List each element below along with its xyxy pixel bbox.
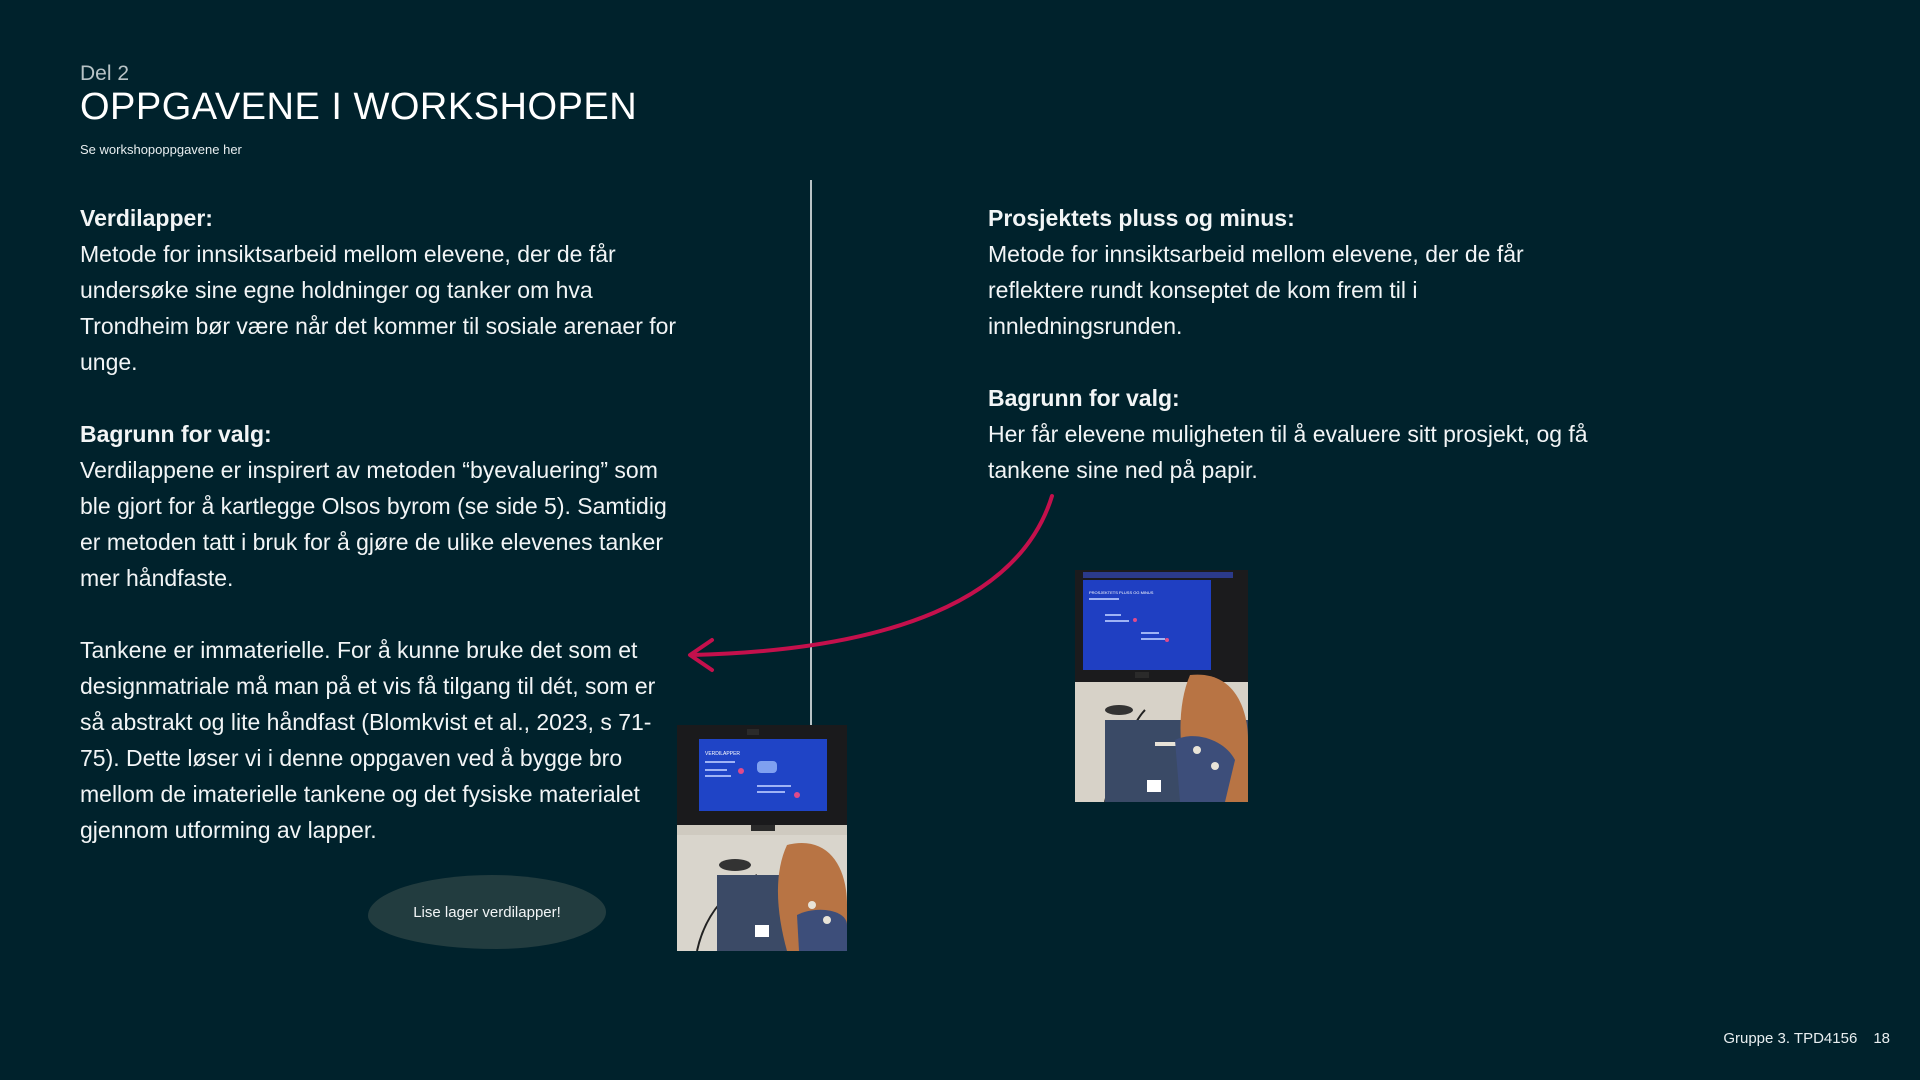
right-screen-title: PROSJEKTETS PLUSS OG MINUS	[1089, 590, 1154, 595]
pluss-minus-description: Metode for innsiktsarbeid mellom elevene, der de får reflektere rundt konseptet de kom frem til i innledningsrunden.	[988, 241, 1524, 339]
curved-arrow-icon	[670, 480, 1070, 680]
workshop-photo-verdilapper	[677, 725, 847, 951]
background-heading-left: Bagrunn for valg:	[80, 421, 272, 447]
right-column	[988, 200, 1608, 488]
footer-group: Gruppe 3. TPD4156	[1723, 1030, 1858, 1047]
workshop-photo-pluss-minus	[1075, 570, 1248, 802]
page-title: OPPGAVENE I WORKSHOPEN	[80, 86, 638, 128]
pluss-minus-heading: Prosjektets pluss og minus:	[988, 205, 1295, 231]
verdilapper-heading: Verdilapper:	[80, 205, 213, 231]
photo-caption-text: Lise lager verdilapper!	[413, 903, 561, 921]
background-heading-right: Bagrunn for valg:	[988, 385, 1180, 411]
footer	[1707, 1030, 1890, 1047]
verdilapper-description: Metode for innsiktsarbeid mellom elevene, der de får undersøke sine egne holdninger og tanker om hva Trondheim bør være når det kommer til sosiale arenaer for unge.	[80, 241, 677, 375]
page-number: 18	[1873, 1030, 1890, 1047]
background-text-right: Her får elevene muligheten til å evaluere sitt prosjekt, og få tankene sine ned på papir.	[988, 421, 1588, 483]
immaterial-thoughts-text: Tankene er immaterielle. For å kunne bruke det som et designmatriale må man på et vis få tilgang til dét, som er så abstrakt og lite håndfast (Blomkvist et al., 2023, s 71-75). Dette løser vi i denne oppgaven ved å bygge bro mellom de imaterielle tankene og det fysiske materialet gjennom utforming av lapper.	[80, 637, 656, 843]
subtitle: Se workshopoppgavene her	[80, 142, 242, 157]
left-screen-title: VERDILAPPER	[705, 751, 741, 757]
background-text-left: Verdilappene er inspirert av metoden “byevaluering” som ble gjort for å kartlegge Olsos byrom (se side 5). Samtidig er metoden tatt i bruk for å gjøre de ulike elevenes tanker mer håndfaste.	[80, 457, 667, 591]
photo-caption	[368, 875, 606, 949]
left-column	[80, 200, 680, 848]
section-label: Del 2	[80, 62, 130, 85]
